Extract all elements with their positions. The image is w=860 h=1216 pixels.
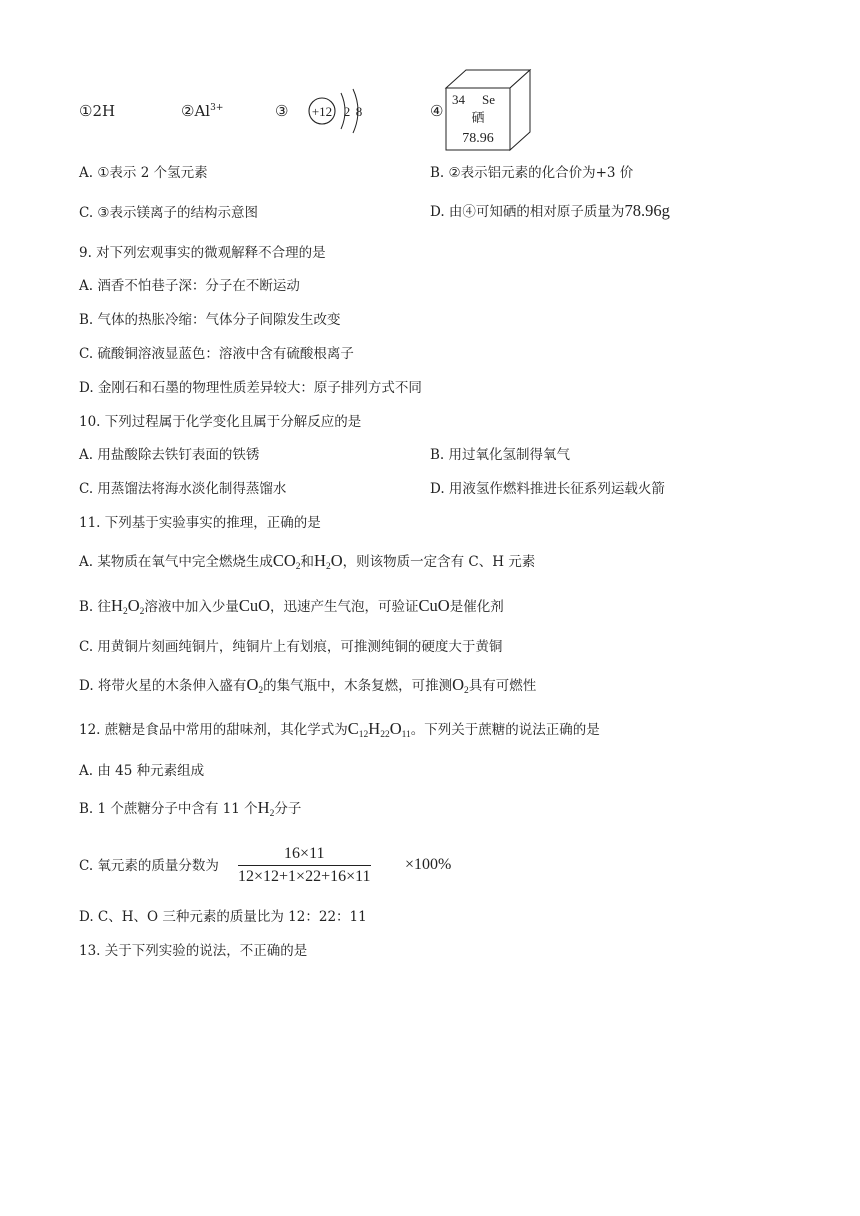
q11-option-a-text: A. 某物质在氧气中完全燃烧生成 <box>79 554 273 570</box>
q13-stem: 13. 关于下列实验的说法，不正确的是 <box>79 943 308 959</box>
formula-h2o2: $H_2O_2$ <box>111 596 145 617</box>
q9-option-d: D. 金刚石和石墨的物理性质差异较大：原子排列方式不同 <box>79 380 422 396</box>
diagram-3-marker: ③ <box>275 102 289 120</box>
atom-nucleus: +12 <box>311 104 333 119</box>
q11-option-c: C. 用黄铜片刻画纯铜片，纯铜片上有划痕，可推测纯铜的硬度大于黄铜 <box>79 639 503 655</box>
q12-option-b-text: B. 1 个蔗糖分子中含有 11 个 <box>79 801 258 817</box>
q9-option-b: B. 气体的热胀冷缩：气体分子间隙发生改变 <box>79 312 341 328</box>
formula-o2: $O_2$ <box>246 675 264 696</box>
diagram-1-marker: ① <box>79 102 93 120</box>
q11-option-b-tail: 是催化剂 <box>449 599 504 615</box>
q12-stem <box>79 720 600 744</box>
q11-option-d <box>79 676 536 700</box>
diagram-2-base: Al <box>194 102 211 120</box>
q8-option-a: A. ①表示 2 个氢元素 <box>79 165 208 181</box>
q11-option-b <box>79 597 504 621</box>
q11-option-d-mid: 的集气瓶中，木条复燃，可推测 <box>263 678 453 694</box>
q8-option-d <box>430 202 670 221</box>
element-mass: 78.96 <box>462 131 494 146</box>
formula-cuo-2: CuO <box>418 596 450 615</box>
formula-h2: $H_2$ <box>257 798 275 819</box>
q12-option-b-tail: 分子 <box>274 801 302 817</box>
formula-sucrose: $C_{12}H_{22}O_{11}$ <box>347 719 411 740</box>
q11-option-d-text: D. 将带火星的木条伸入盛有 <box>79 678 247 694</box>
q12-option-c-label: C. 氧元素的质量分数为 <box>79 858 219 874</box>
q11-option-d-tail: 具有可燃性 <box>468 678 537 694</box>
q12-stem-tail: 。下列关于蔗糖的说法正确的是 <box>410 722 600 738</box>
q12-stem-text: 12. 蔗糖是食品中常用的甜味剂，其化学式为 <box>79 722 348 738</box>
q8-option-d-value: 78.96g <box>624 201 670 220</box>
q12-option-a: A. 由 45 种元素组成 <box>79 763 205 779</box>
q9-option-a: A. 酒香不怕巷子深：分子在不断运动 <box>79 278 300 294</box>
element-name: 硒 <box>471 111 485 126</box>
q10-option-c: C. 用蒸馏法将海水淡化制得蒸馏水 <box>79 481 287 497</box>
q8-option-b: B. ②表示铝元素的化合价为+3 价 <box>430 165 634 181</box>
q11-option-a-and: 和 <box>300 554 315 570</box>
atom-shell-1: 2 <box>343 104 351 119</box>
q11-option-a <box>79 552 535 576</box>
element-atomic-number: 34 <box>452 92 465 107</box>
q11-stem: 11. 下列基于实验事实的推理，正确的是 <box>79 515 321 531</box>
q11-option-b-text: B. 往 <box>79 599 112 615</box>
q10-option-b: B. 用过氧化氢制得氧气 <box>430 447 571 463</box>
diagram-1-text: 2H <box>92 102 116 120</box>
q8-option-c: C. ③表示镁离子的结构示意图 <box>79 205 259 221</box>
formula-cuo: CuO <box>238 596 271 615</box>
q8-option-d-text: D. 由④可知硒的相对原子质量为 <box>430 204 625 220</box>
diagram-2-charge: 3+ <box>210 103 224 113</box>
q12-option-b <box>79 799 301 823</box>
q9-stem: 9. 对下列宏观事实的微观解释不合理的是 <box>79 245 326 261</box>
q10-option-d: D. 用液氢作燃料推进长征系列运载火箭 <box>430 481 665 497</box>
fraction-denominator: 12×12+1×22+16×11 <box>238 868 371 885</box>
q11-option-b-mid2: ，迅速产生气泡，可验证 <box>270 599 419 615</box>
q9-option-c: C. 硫酸铜溶液显蓝色：溶液中含有硫酸根离子 <box>79 346 354 362</box>
diagram-1 <box>79 102 115 120</box>
fraction-percent: ×100% <box>405 856 452 873</box>
q12-option-d: D. C、H、O 三种元素的质量比为 12：22：11 <box>79 909 367 925</box>
q11-option-a-tail: ，则该物质一定含有 C、H 元素 <box>342 554 536 570</box>
element-symbol: Se <box>482 92 495 107</box>
q11-option-b-mid: 溶液中加入少量 <box>144 599 239 615</box>
atom-structure-diagram <box>300 80 380 140</box>
q10-stem: 10. 下列过程属于化学变化且属于分解反应的是 <box>79 414 362 430</box>
fraction-numerator: 16×11 <box>238 845 371 866</box>
diagram-2-marker: ② <box>181 102 195 120</box>
q10-option-a: A. 用盐酸除去铁钉表面的铁锈 <box>79 447 260 463</box>
element-cell-box <box>444 66 534 154</box>
diagram-4-marker: ④ <box>430 102 444 120</box>
mass-fraction-formula <box>238 845 371 886</box>
diagram-2 <box>181 102 223 120</box>
atom-shell-2: 8 <box>355 104 363 119</box>
formula-o2-2: $O_2$ <box>452 675 469 696</box>
formula-co2: $CO_2$ <box>272 551 301 572</box>
formula-h2o: $H_2O$ <box>314 551 343 572</box>
